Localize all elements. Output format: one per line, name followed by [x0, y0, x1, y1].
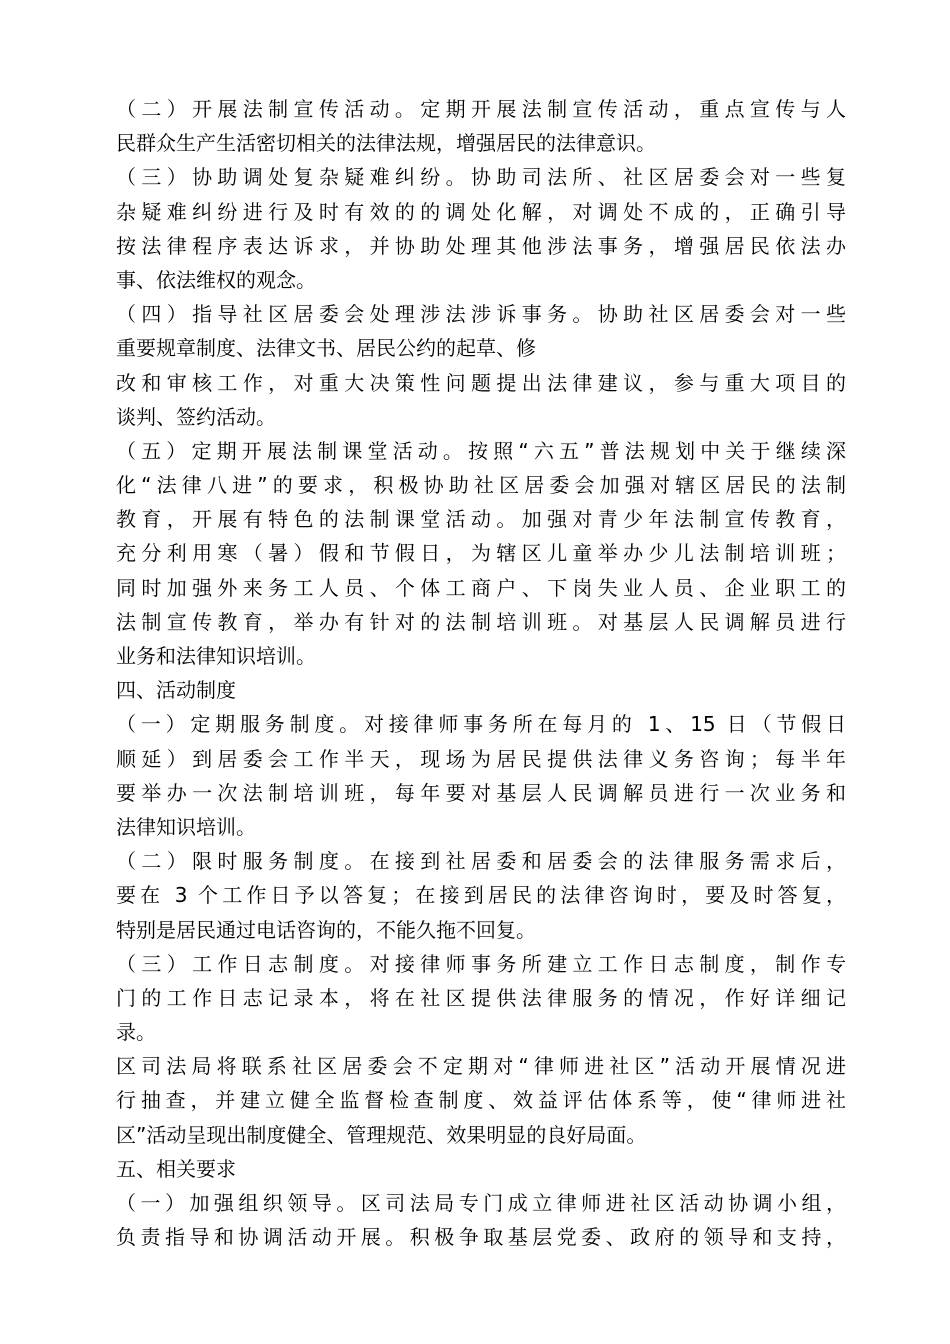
text-line: 充分利用寒（暑）假和节假日，为辖区儿童举办少儿法制培训班；	[116, 541, 846, 566]
text-line: （五）定期开展法制课堂活动。按照“六五”普法规划中关于继续深	[116, 438, 846, 463]
text-line: 业务和法律知识培训。	[116, 644, 316, 668]
text-line: 行抽查，并建立健全监督检查制度、效益评估体系等，使“律师进社	[116, 1088, 846, 1113]
text-line: 杂疑难纠纷进行及时有效的的调处化解，对调处不成的，正确引导	[116, 199, 846, 224]
text-line: 按法律程序表达诉求，并协助处理其他涉法事务，增强居民依法办	[116, 233, 846, 258]
text-line: 四、活动制度	[116, 678, 236, 703]
text-line: 谈判、签约活动。	[116, 404, 276, 429]
text-line: 要在 3 个工作日予以答复；在接到居民的法律咨询时，要及时答复，	[116, 883, 846, 908]
text-line: （三）协助调处复杂疑难纠纷。协助司法所、社区居委会对一些复	[116, 165, 846, 190]
text-line: （二）限时服务制度。在接到社居委和居委会的法律服务需求后，	[116, 849, 846, 874]
text-line: 负责指导和协调活动开展。积极争取基层党委、政府的领导和支持，	[116, 1225, 846, 1250]
text-line: 重要规章制度、法律文书、居民公约的起草、修	[116, 336, 536, 361]
text-line: 录。	[116, 1020, 156, 1045]
text-line: （一）加强组织领导。区司法局专门成立律师进社区活动协调小组，	[116, 1191, 846, 1215]
text-line: 化“法律八进”的要求，积极协助社区居委会加强对辖区居民的法制	[116, 473, 846, 498]
text-line: 民群众生产生活密切相关的法律法规，增强居民的法律意识。	[116, 131, 656, 156]
text-line: 法律知识培训。	[116, 814, 256, 839]
text-line: （二）开展法制宣传活动。定期开展法制宣传活动，重点宣传与人	[116, 97, 846, 121]
text-line: 五、相关要求	[116, 1156, 236, 1181]
text-line: 法制宣传教育，举办有针对的法制培训班。对基层人民调解员进行	[116, 609, 846, 634]
text-line: 同时加强外来务工人员、个体工商户、下岗失业人员、企业职工的	[116, 575, 846, 600]
text-line: （一）定期服务制度。对接律师事务所在每月的 1、15 日（节假日	[116, 712, 846, 737]
text-line: 特别是居民通过电话咨询的，不能久拖不回复。	[116, 917, 536, 942]
text-line: 门的工作日志记录本，将在社区提供法律服务的情况，作好详细记	[116, 985, 846, 1010]
text-line: 要举办一次法制培训班，每年要对基层人民调解员进行一次业务和	[116, 780, 846, 805]
text-line: （三）工作日志制度。对接律师事务所建立工作日志制度，制作专	[116, 951, 846, 976]
text-line: 改和审核工作，对重大决策性问题提出法律建议，参与重大项目的	[116, 370, 846, 395]
text-line: 事、依法维权的观念。	[116, 267, 316, 292]
text-line: 区”活动呈现出制度健全、管理规范、效果明显的良好局面。	[116, 1122, 647, 1147]
text-line: （四）指导社区居委会处理涉法涉诉事务。协助社区居委会对一些	[116, 302, 846, 327]
text-line: 顺延）到居委会工作半天，现场为居民提供法律义务咨询；每半年	[116, 746, 846, 771]
text-line: 区司法局将联系社区居委会不定期对“律师进社区”活动开展情况进	[116, 1054, 846, 1079]
text-line: 教育，开展有特色的法制课堂活动。加强对青少年法制宣传教育，	[116, 507, 846, 532]
document-body	[116, 92, 846, 1254]
